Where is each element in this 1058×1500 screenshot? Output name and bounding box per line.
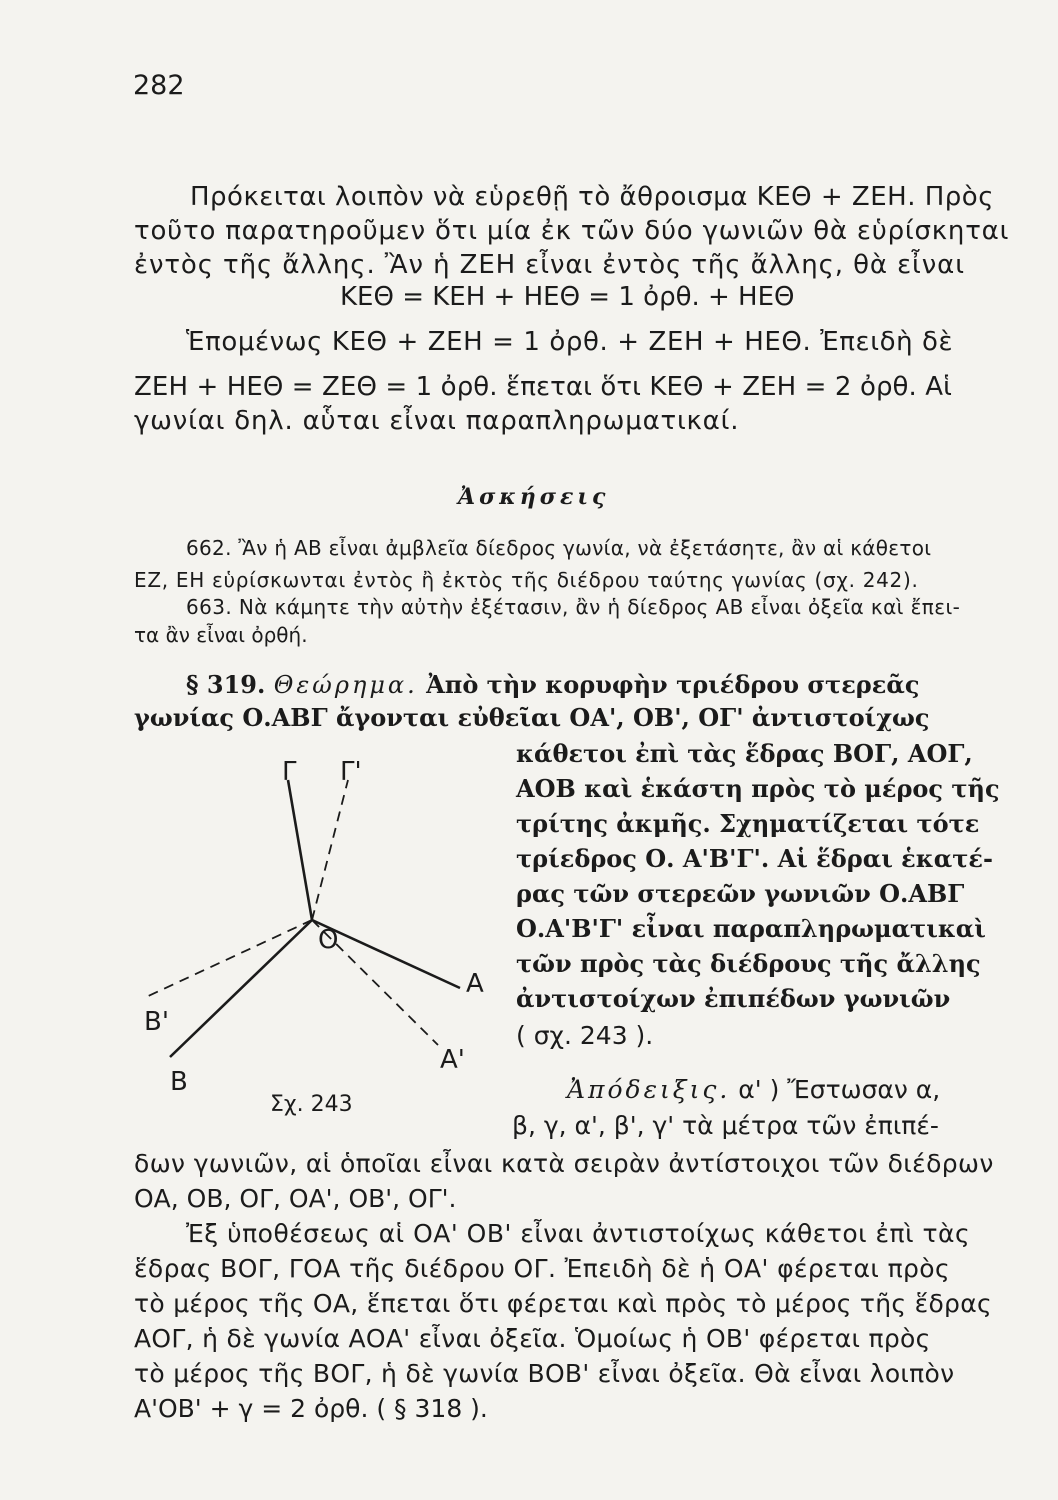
proof-body-6: ΑΟΓ, ἡ δὲ γωνία ΑΟΑ' εἶναι ὀξεῖα. Ὁμοίως ἡ ΟΒ' φέρεται πρὸς	[134, 1324, 931, 1353]
proof-body-5: τὸ μέρος τῆς ΟΑ, ἕπεται ὅτι φέρεται καὶ πρὸς τὸ μέρος τῆς ἕδρας	[134, 1289, 992, 1318]
intro-line-1: Πρόκειται λοιπὸν νὰ εὑρεθῇ τὸ ἄθροισμα ΚΕΘ + ΖΕΗ. Πρὸς	[190, 182, 994, 212]
label-B: Β	[170, 1067, 188, 1097]
theorem-right-2: ΑΟΒ καὶ ἑκάστη πρὸς τὸ μέρος τῆς	[516, 774, 1000, 803]
theorem-section: § 319.	[186, 670, 266, 699]
after-line-2: ΖΕΗ + ΗΕΘ = ΖΕΘ = 1 ὀρθ. ἕπεται ὅτι ΚΕΘ + ΖΕΗ = 2 ὀρθ. Αἱ	[134, 372, 953, 402]
theorem-right-8: ἀντιστοίχων ἐπιπέδων γωνιῶν	[516, 984, 951, 1013]
theorem-right-1: κάθετοι ἐπὶ τὰς ἕδρας ΒΟΓ, ΑΟΓ,	[516, 739, 973, 768]
theorem-ref: ( σχ. 243 ).	[516, 1021, 654, 1050]
exercise-line-3: 663. Νὰ κάμητε τὴν αὐτὴν ἐξέτασιν, ἂν ἡ δίεδρος ΑΒ εἶναι ὀξεῖα καὶ ἔπει-	[186, 595, 961, 619]
equation-1: ΚΕΘ = ΚΕΗ + ΗΕΘ = 1 ὀρθ. + ΗΕΘ	[340, 282, 795, 312]
after-line-3: γωνίαι δηλ. αὗται εἶναι παραπληρωματικαί.	[134, 406, 740, 436]
proof-body-3: Ἐξ ὑποθέσεως αἱ ΟΑ' ΟΒ' εἶναι ἀντιστοίχως κάθετοι ἐπὶ τὰς	[186, 1219, 971, 1248]
proof-first-line: α' ) Ἔστωσαν α,	[738, 1075, 941, 1104]
theorem-right-6: Ο.Α'Β'Γ' εἶναι παραπληρωματικαὶ	[516, 914, 986, 943]
label-G: Γ	[282, 757, 297, 787]
proof-body-4: ἕδρας ΒΟΓ, ΓΟΑ τῆς διέδρου ΟΓ. Ἐπειδὴ δὲ ἡ ΟΑ' φέρεται πρὸς	[134, 1254, 951, 1283]
proof-body-2: ΟΑ, ΟΒ, ΟΓ, ΟΑ', ΟΒ', ΟΓ'.	[134, 1184, 457, 1213]
theorem-first-line: Ἀπὸ τὴν κορυφὴν τριέδρου στερεᾶς	[426, 670, 920, 699]
label-O: Ο	[318, 925, 339, 955]
intro-line-2: τοῦτο παρατηροῦμεν ὅτι μία ἐκ τῶν δύο γωνιῶν θὰ εὑρίσκηται	[134, 216, 1010, 246]
exercise-line-2: ΕΖ, ΕΗ εὑρίσκωνται ἐντὸς ἢ ἐκτὸς τῆς διέδρου ταύτης γωνίας (σχ. 242).	[134, 568, 919, 592]
label-B1: Β'	[144, 1007, 169, 1037]
proof-body-8: Α'ΟΒ' + γ = 2 ὀρθ. ( § 318 ).	[134, 1394, 488, 1423]
label-A: Α	[466, 969, 484, 999]
theorem-right-7: τῶν πρὸς τὰς διέδρους τῆς ἄλλης	[516, 949, 981, 978]
proof-right-2: β, γ, α', β', γ' τὰ μέτρα τῶν ἐπιπέ-	[512, 1111, 939, 1140]
theorem-line-2: γωνίας Ο.ΑΒΓ ἄγονται εὐθεῖαι ΟΑ', ΟΒ', ΟΓ' ἀντιστοίχως	[134, 703, 930, 732]
exercises-heading: Ἀσκήσεις	[458, 484, 610, 510]
theorem-right-3: τρίτης ἀκμῆς. Σχηματίζεται τότε	[516, 809, 980, 838]
exercise-line-4: τα ἂν εἶναι ὀρθή.	[134, 623, 308, 647]
theorem-right-5: ρας τῶν στερεῶν γωνιῶν Ο.ΑΒΓ	[516, 879, 965, 908]
figure-243	[120, 740, 500, 1100]
proof-line-1	[567, 1072, 940, 1107]
after-line-1: Ἑπομένως ΚΕΘ + ΖΕΗ = 1 ὀρθ. + ΖΕΗ + ΗΕΘ. Ἐπειδὴ δὲ	[186, 327, 954, 357]
edge-OG	[288, 780, 312, 920]
proof-body-1: δων γωνιῶν, αἱ ὁποῖαι εἶναι κατὰ σειρὰν ἀντίστοιχοι τῶν διέδρων	[134, 1149, 994, 1178]
edge-OB1	[144, 920, 312, 998]
intro-line-3: ἐντὸς τῆς ἄλλης. Ἂν ἡ ΖΕΗ εἶναι ἐντὸς τῆς ἄλλης, θὰ εἶναι	[134, 250, 965, 280]
label-G1: Γ'	[340, 757, 362, 787]
edge-OB	[170, 920, 312, 1057]
page-number: 282	[133, 70, 185, 101]
theorem-line-1	[186, 668, 919, 702]
proof-label: Ἀπόδειξις.	[567, 1075, 731, 1104]
figure-caption: Σχ. 243	[270, 1092, 353, 1117]
proof-body-7: τὸ μέρος τῆς ΒΟΓ, ἡ δὲ γωνία ΒΟΒ' εἶναι ὀξεῖα. Θὰ εἶναι λοιπὸν	[134, 1359, 955, 1388]
label-A1: Α'	[440, 1045, 465, 1075]
edge-OG1	[312, 780, 348, 920]
exercise-line-1: 662. Ἂν ἡ ΑΒ εἶναι ἀμβλεῖα δίεδρος γωνία, νὰ ἐξετάσητε, ἂν αἱ κάθετοι	[186, 536, 932, 560]
theorem-right-4: τρίεδρος Ο. Α'Β'Γ'. Αἱ ἕδραι ἑκατέ-	[516, 844, 993, 873]
theorem-label: Θεώρημα.	[273, 671, 418, 699]
